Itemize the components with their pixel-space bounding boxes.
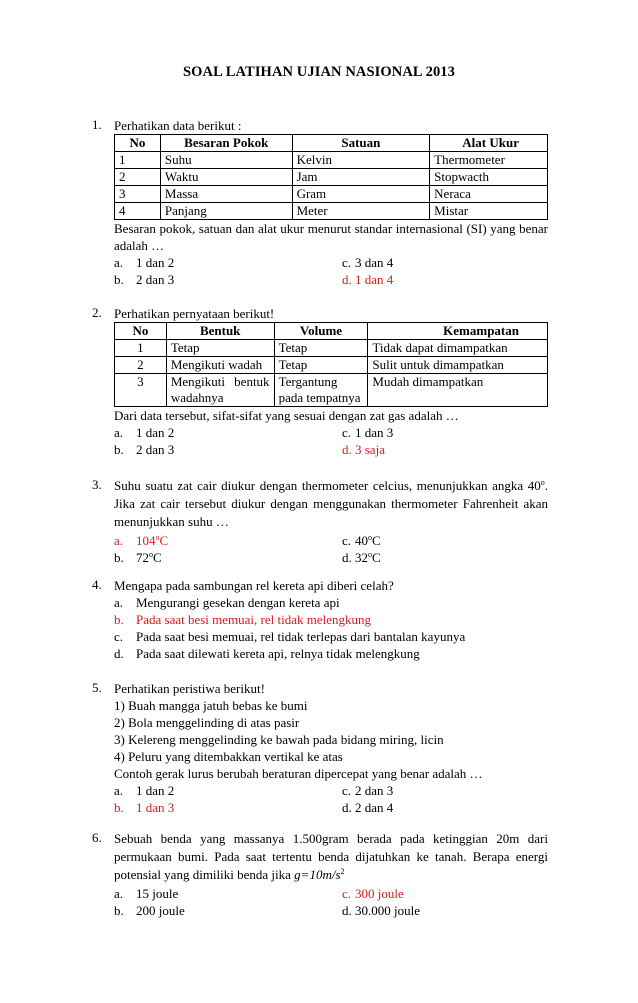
table-cell: Tergantung pada tempatnya [274,374,368,407]
option-d[interactable]: d. 32$^o$C [342,550,381,565]
option-d-correct[interactable]: d. 3 saja [342,442,385,457]
table-header: Volume [274,323,368,340]
table-cell: Mistar [430,203,548,220]
table-row [115,203,548,220]
table-cell: 1 [115,152,161,169]
option-a[interactable]: a. Mengurangi gesekan dengan kereta api [114,595,340,610]
table-cell: Mengikuti wadah [166,357,274,374]
table-row [115,374,548,407]
options-row [114,254,548,271]
table-row [115,152,548,169]
table-cell: Jam [292,169,430,186]
table-cell: Gram [292,186,430,203]
table-header: Kemampatan [368,323,548,340]
table-cell: Tidak dapat dimampatkan [368,340,548,357]
option-b[interactable]: b. 2 dan 3 [114,272,175,287]
option-c[interactable]: c. 3 dan 4 [342,255,394,270]
table-cell: Meter [292,203,430,220]
question-number: 6. [92,830,102,845]
option-a[interactable]: a. 1 dan 2 [114,783,175,798]
table-cell: Tetap [166,340,274,357]
table-row [115,357,548,374]
option-b-correct[interactable]: b. Pada saat besi memuai, rel tidak melengkung [114,612,372,627]
option-c[interactable]: c. 40$^o$C [342,533,381,548]
question-intro: Perhatikan peristiwa berikut! [114,681,265,696]
table-header: No [115,323,167,340]
options-row [114,902,548,919]
option-a-correct[interactable]: a. 104$^o$C [114,533,169,548]
question-intro: Perhatikan pernyataan berikut! [114,306,275,321]
option-a[interactable]: a. 1 dan 2 [114,425,175,440]
option-b[interactable]: b. 72$^o$C [114,550,162,565]
table-cell: Mengikuti bentuk wadahnya [166,374,274,407]
table-cell: 3 [115,374,167,407]
option-d[interactable]: d. 30.000 joule [342,903,420,918]
table-cell: 2 [115,169,161,186]
option-c-correct[interactable]: c. 300 joule [342,886,404,901]
table-cell: Tetap [274,357,368,374]
table-cell: Suhu [160,152,292,169]
table-cell: Thermometer [430,152,548,169]
option-c[interactable]: c. Pada saat besi memuai, rel tidak terlepas dari bantalan kayunya [114,629,466,644]
option-c[interactable]: c. 2 dan 3 [342,783,394,798]
table-cell: Neraca [430,186,548,203]
list-item: 4) Peluru yang ditembakkan vertikal ke atas [114,749,343,764]
options-row [114,885,548,902]
option-b[interactable]: b. 200 joule [114,903,185,918]
question-text: Besaran pokok, satuan dan alat ukur menurut standar internasional (SI) yang benar adalah … [114,221,548,253]
table-header: Alat Ukur [430,135,548,152]
option-b[interactable]: b. 2 dan 3 [114,442,175,457]
question-intro: Perhatikan data berikut : [114,118,242,133]
options-row [114,782,548,799]
table-header: Satuan [292,135,430,152]
options-row [114,532,548,549]
question-text: Sebuah benda yang massanya 1.500gram berada pada ketinggian 20m dari permukaan bumi. Pada saat tertentu benda dijatuhkan ke tanah. Berapa energi potensial yang dimiliki benda jika $g=10m/s^2$ [114,831,548,882]
table-cell: Stopwacth [430,169,548,186]
table-cell: Massa [160,186,292,203]
page-title: SOAL LATIHAN UJIAN NASIONAL 2013 [182,64,456,80]
list-item: 2) Bola menggelinding di atas pasir [114,715,300,730]
table-cell: 4 [115,203,161,220]
table-cell: Panjang [160,203,292,220]
question-text: Contoh gerak lurus berubah beraturan dipercepat yang benar adalah … [114,766,483,781]
option-a[interactable]: a. 1 dan 2 [114,255,175,270]
options-row [114,549,548,566]
options-row [114,424,548,441]
data-table [114,134,548,220]
list-item: 1) Buah mangga jatuh bebas ke bumi [114,698,308,713]
table-row [115,340,548,357]
data-table [114,322,548,407]
table-header: Bentuk [166,323,274,340]
table-cell: Sulit untuk dimampatkan [368,357,548,374]
table-cell: Tetap [274,340,368,357]
table-cell: 3 [115,186,161,203]
table-header-row [115,135,548,152]
table-header-row [115,323,548,340]
table-header: Besaran Pokok [160,135,292,152]
options-row [114,271,548,288]
question-number: 2. [92,305,102,320]
table-cell: Waktu [160,169,292,186]
table-cell: 2 [115,357,167,374]
list-item: 3) Kelereng menggelinding ke bawah pada bidang miring, licin [114,732,444,747]
option-d-correct[interactable]: d. 1 dan 4 [342,272,394,287]
table-cell: Kelvin [292,152,430,169]
table-header: No [115,135,161,152]
question-text: Dari data tersebut, sifat-sifat yang sesuai dengan zat gas adalah … [114,408,459,423]
table-row [115,186,548,203]
table-row [115,169,548,186]
table-cell: 1 [115,340,167,357]
option-d[interactable]: d. Pada saat dilewati kereta api, relnya tidak melengkung [114,646,420,661]
options-row [114,799,548,816]
option-c[interactable]: c. 1 dan 3 [342,425,394,440]
option-d[interactable]: d. 2 dan 4 [342,800,394,815]
question-number: 1. [92,117,102,132]
question-text: Mengapa pada sambungan rel kereta api diberi celah? [114,578,394,593]
question-text: Suhu suatu zat cair diukur dengan thermometer celcius, menunjukkan angka 40$^o$. Jika zat cair tersebut diukur dengan menggunakan thermometer Fahrenheit akan menunjukkan suhu … [114,478,548,529]
option-b-correct[interactable]: b. 1 dan 3 [114,800,175,815]
question-number: 5. [92,680,102,695]
question-number: 4. [92,577,102,592]
option-a[interactable]: a. 15 joule [114,886,179,901]
question-number: 3. [92,477,102,492]
options-row [114,441,548,458]
table-cell: Mudah dimampatkan [368,374,548,407]
